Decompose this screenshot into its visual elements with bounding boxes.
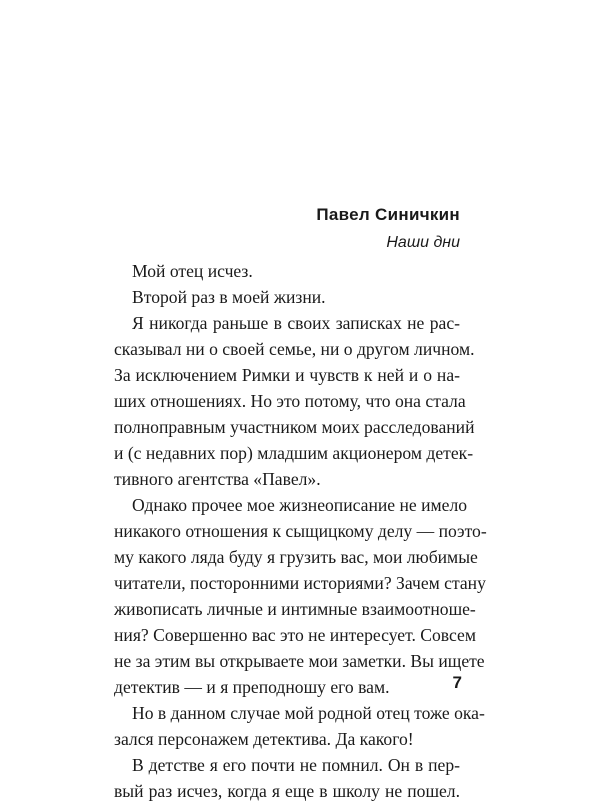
text-line: полноправным участником моих расследований: [114, 417, 475, 437]
text-line: Но в данном случае мой родной отец тоже ока-: [132, 703, 485, 723]
chapter-title: Наши дни: [386, 234, 460, 251]
text-line: зался персонажем детектива. Да какого!: [114, 729, 414, 749]
text-line: В детстве я его почти не помнил. Он в пер-: [132, 755, 460, 775]
text-line: ших отношениях. Но это потому, что она стала: [114, 391, 466, 411]
text-line: Второй раз в моей жизни.: [132, 287, 326, 307]
text-line: вый раз исчез, когда я еще в школу не пошел.: [114, 781, 460, 801]
text-line: никакого отношения к сыщицкому делу — поэто-: [114, 521, 487, 541]
text-line: Мой отец исчез.: [132, 261, 253, 281]
text-line: живописать личные и интимные взаимоотноше-: [114, 599, 476, 619]
text-line: читатели, посторонними историями? Зачем стану: [114, 573, 486, 593]
chapter-header: [130, 203, 460, 255]
text-line: Однако прочее мое жизнеописание не имело: [132, 495, 468, 515]
text-line: и (с недавних пор) младшим акционером детек-: [114, 443, 474, 463]
text-line: му какого ляда буду я грузить вас, мои любимые: [114, 547, 478, 567]
text-line: детектив — и я преподношу его вам.: [114, 677, 390, 697]
text-line: ния? Совершенно вас это не интересует. Совсем: [114, 625, 476, 645]
page-number: 7: [452, 673, 462, 692]
body-text: [114, 258, 487, 804]
text-line: не за этим вы открываете мои заметки. Вы ищете: [114, 651, 485, 671]
text-line: сказывал ни о своей семье, ни о другом личном.: [114, 339, 475, 359]
text-line: тивного агентства «Павел».: [114, 469, 321, 489]
author-name: Павел Синичкин: [316, 205, 460, 224]
text-line: За исключением Римки и чувств к ней и о на-: [114, 365, 460, 385]
text-line: Я никогда раньше в своих записках не рас-: [132, 313, 460, 333]
